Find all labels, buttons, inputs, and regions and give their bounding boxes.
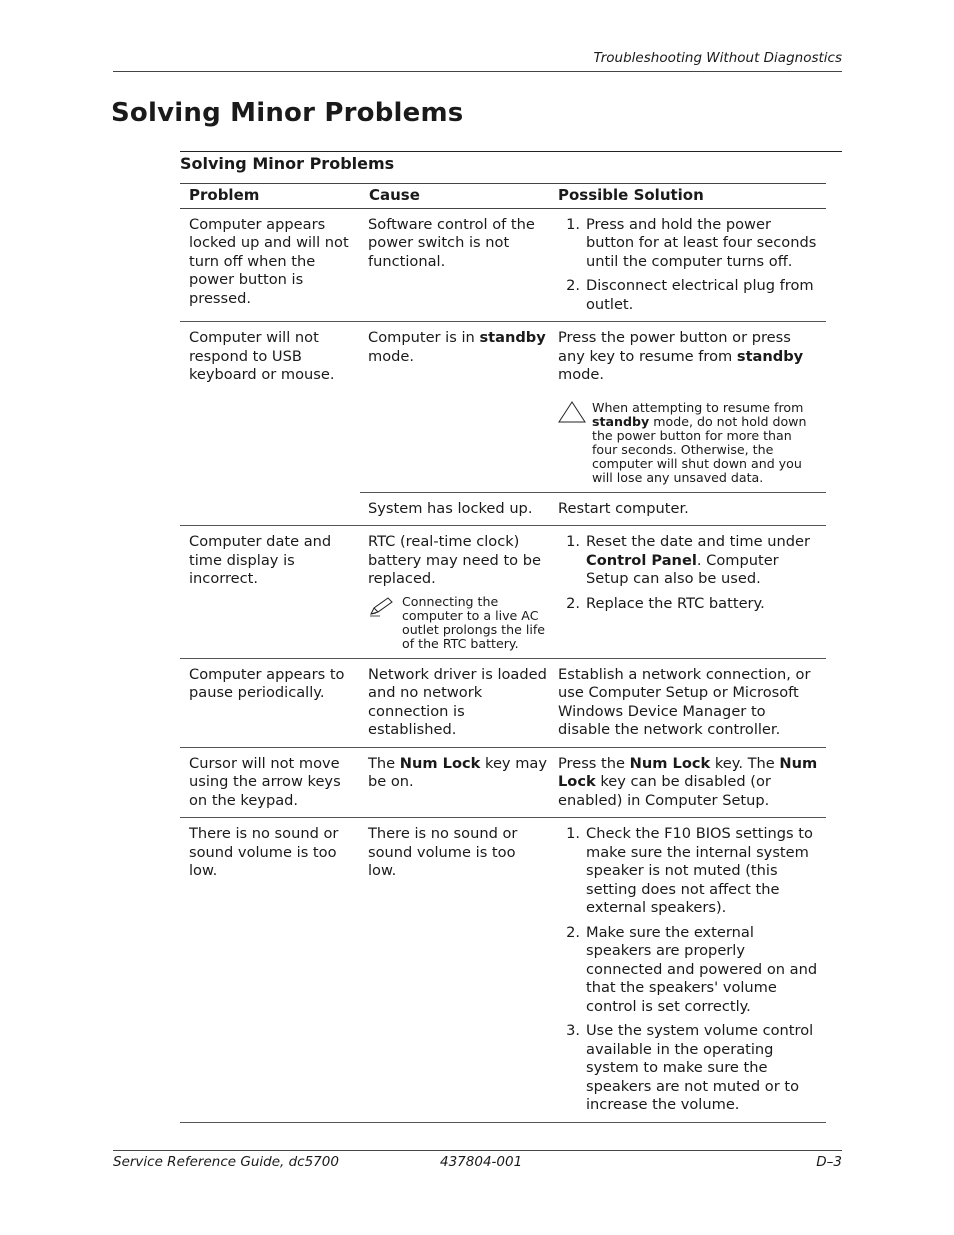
table-row <box>180 322 826 493</box>
table-caption-rule <box>180 151 842 152</box>
table-row <box>180 526 826 659</box>
solution-list <box>558 533 818 613</box>
list-item: 1. Press and hold the power button for at least four seconds until the computer turns off. <box>566 215 817 270</box>
list-item: 2. Replace the RTC battery. <box>566 594 765 612</box>
solution-list <box>558 825 818 1115</box>
cause-cell: System has locked up. <box>360 492 555 526</box>
problem-cell: Computer appears locked up and will not turn off when the power button is pressed. <box>180 208 360 322</box>
list-item: 1. Check the F10 BIOS settings to make sure the internal system speaker is not muted (this setting does not affect the external speakers). <box>566 825 813 916</box>
cause-cell: RTC (real-time clock) battery may need to be replaced. Connecting the computer to a live AC outlet prolongs the life of the RTC battery. <box>360 526 555 659</box>
table-row <box>180 818 826 1123</box>
troubleshooting-table <box>180 183 826 1123</box>
solution-cell: Establish a network connection, or use Computer Setup or Microsoft Windows Device Manager to disable the network controller. <box>555 658 826 747</box>
problem-cell: There is no sound or sound volume is too low. <box>180 818 360 1123</box>
problem-cell: Computer will not respond to USB keyboard or mouse. <box>180 322 360 526</box>
table-header-row <box>180 184 826 209</box>
footer-part-number: 437804-001 <box>440 1154 523 1170</box>
footer-page-number: D–3 <box>816 1154 842 1170</box>
pencil-note-icon <box>368 595 402 651</box>
solution-list <box>558 216 818 315</box>
cause-cell: The Num Lock key may be on. <box>360 747 555 818</box>
note: Connecting the computer to a live AC outlet prolongs the life of the RTC battery. <box>368 595 547 651</box>
list-item: 2. Make sure the external speakers are properly connected and powered on and that the speakers' volume control is set correctly. <box>566 923 818 1015</box>
solution-cell: Restart computer. <box>555 492 826 526</box>
caution-note: When attempting to resume from standby mode, do not hold down the power button for more than four seconds. Otherwise, the computer will shut down and you will lose any unsaved data. <box>558 401 818 485</box>
solution-cell <box>555 818 826 1123</box>
list-item: 1. Reset the date and time under Control Panel. Computer Setup can also be used. <box>566 533 810 587</box>
cause-cell: Computer is in standby mode. <box>360 322 555 493</box>
list-item: 2. Disconnect electrical plug from outlet. <box>566 277 814 313</box>
table-row <box>180 658 826 747</box>
problem-cell: Computer date and time display is incorrect. <box>180 526 360 659</box>
table-row <box>180 747 826 818</box>
column-header-problem: Problem <box>180 184 360 209</box>
table-row <box>180 208 826 322</box>
problem-cell: Cursor will not move using the arrow keys on the keypad. <box>180 747 360 818</box>
cause-cell: Software control of the power switch is not functional. <box>360 208 555 322</box>
column-header-solution: Possible Solution <box>555 184 826 209</box>
column-header-cause: Cause <box>360 184 555 209</box>
header-rule <box>113 71 842 72</box>
problem-cell: Computer appears to pause periodically. <box>180 658 360 747</box>
list-item: 3. Use the system volume control available in the operating system to make sure the speakers are not muted or to increase the volume. <box>566 1022 814 1113</box>
footer-guide-title: Service Reference Guide, dc5700 <box>113 1154 339 1170</box>
solution-cell <box>555 208 826 322</box>
running-head: Troubleshooting Without Diagnostics <box>593 50 842 66</box>
cause-cell: Network driver is loaded and no network connection is established. <box>360 658 555 747</box>
page-title: Solving Minor Problems <box>111 98 464 128</box>
table-caption: Solving Minor Problems <box>180 154 395 173</box>
solution-cell <box>555 526 826 659</box>
solution-cell: Press the power button or press any key to resume from standby mode. When attempting to resume from standby mode, do not hold down the power button for more than four seconds. Otherwise, the computer will shut down and you will lose any unsaved data. <box>555 322 826 493</box>
caution-triangle-icon <box>558 401 592 485</box>
footer-rule <box>113 1150 842 1151</box>
cause-cell: There is no sound or sound volume is too low. <box>360 818 555 1123</box>
solution-cell: Press the Num Lock key. The Num Lock key can be disabled (or enabled) in Computer Setup. <box>555 747 826 818</box>
